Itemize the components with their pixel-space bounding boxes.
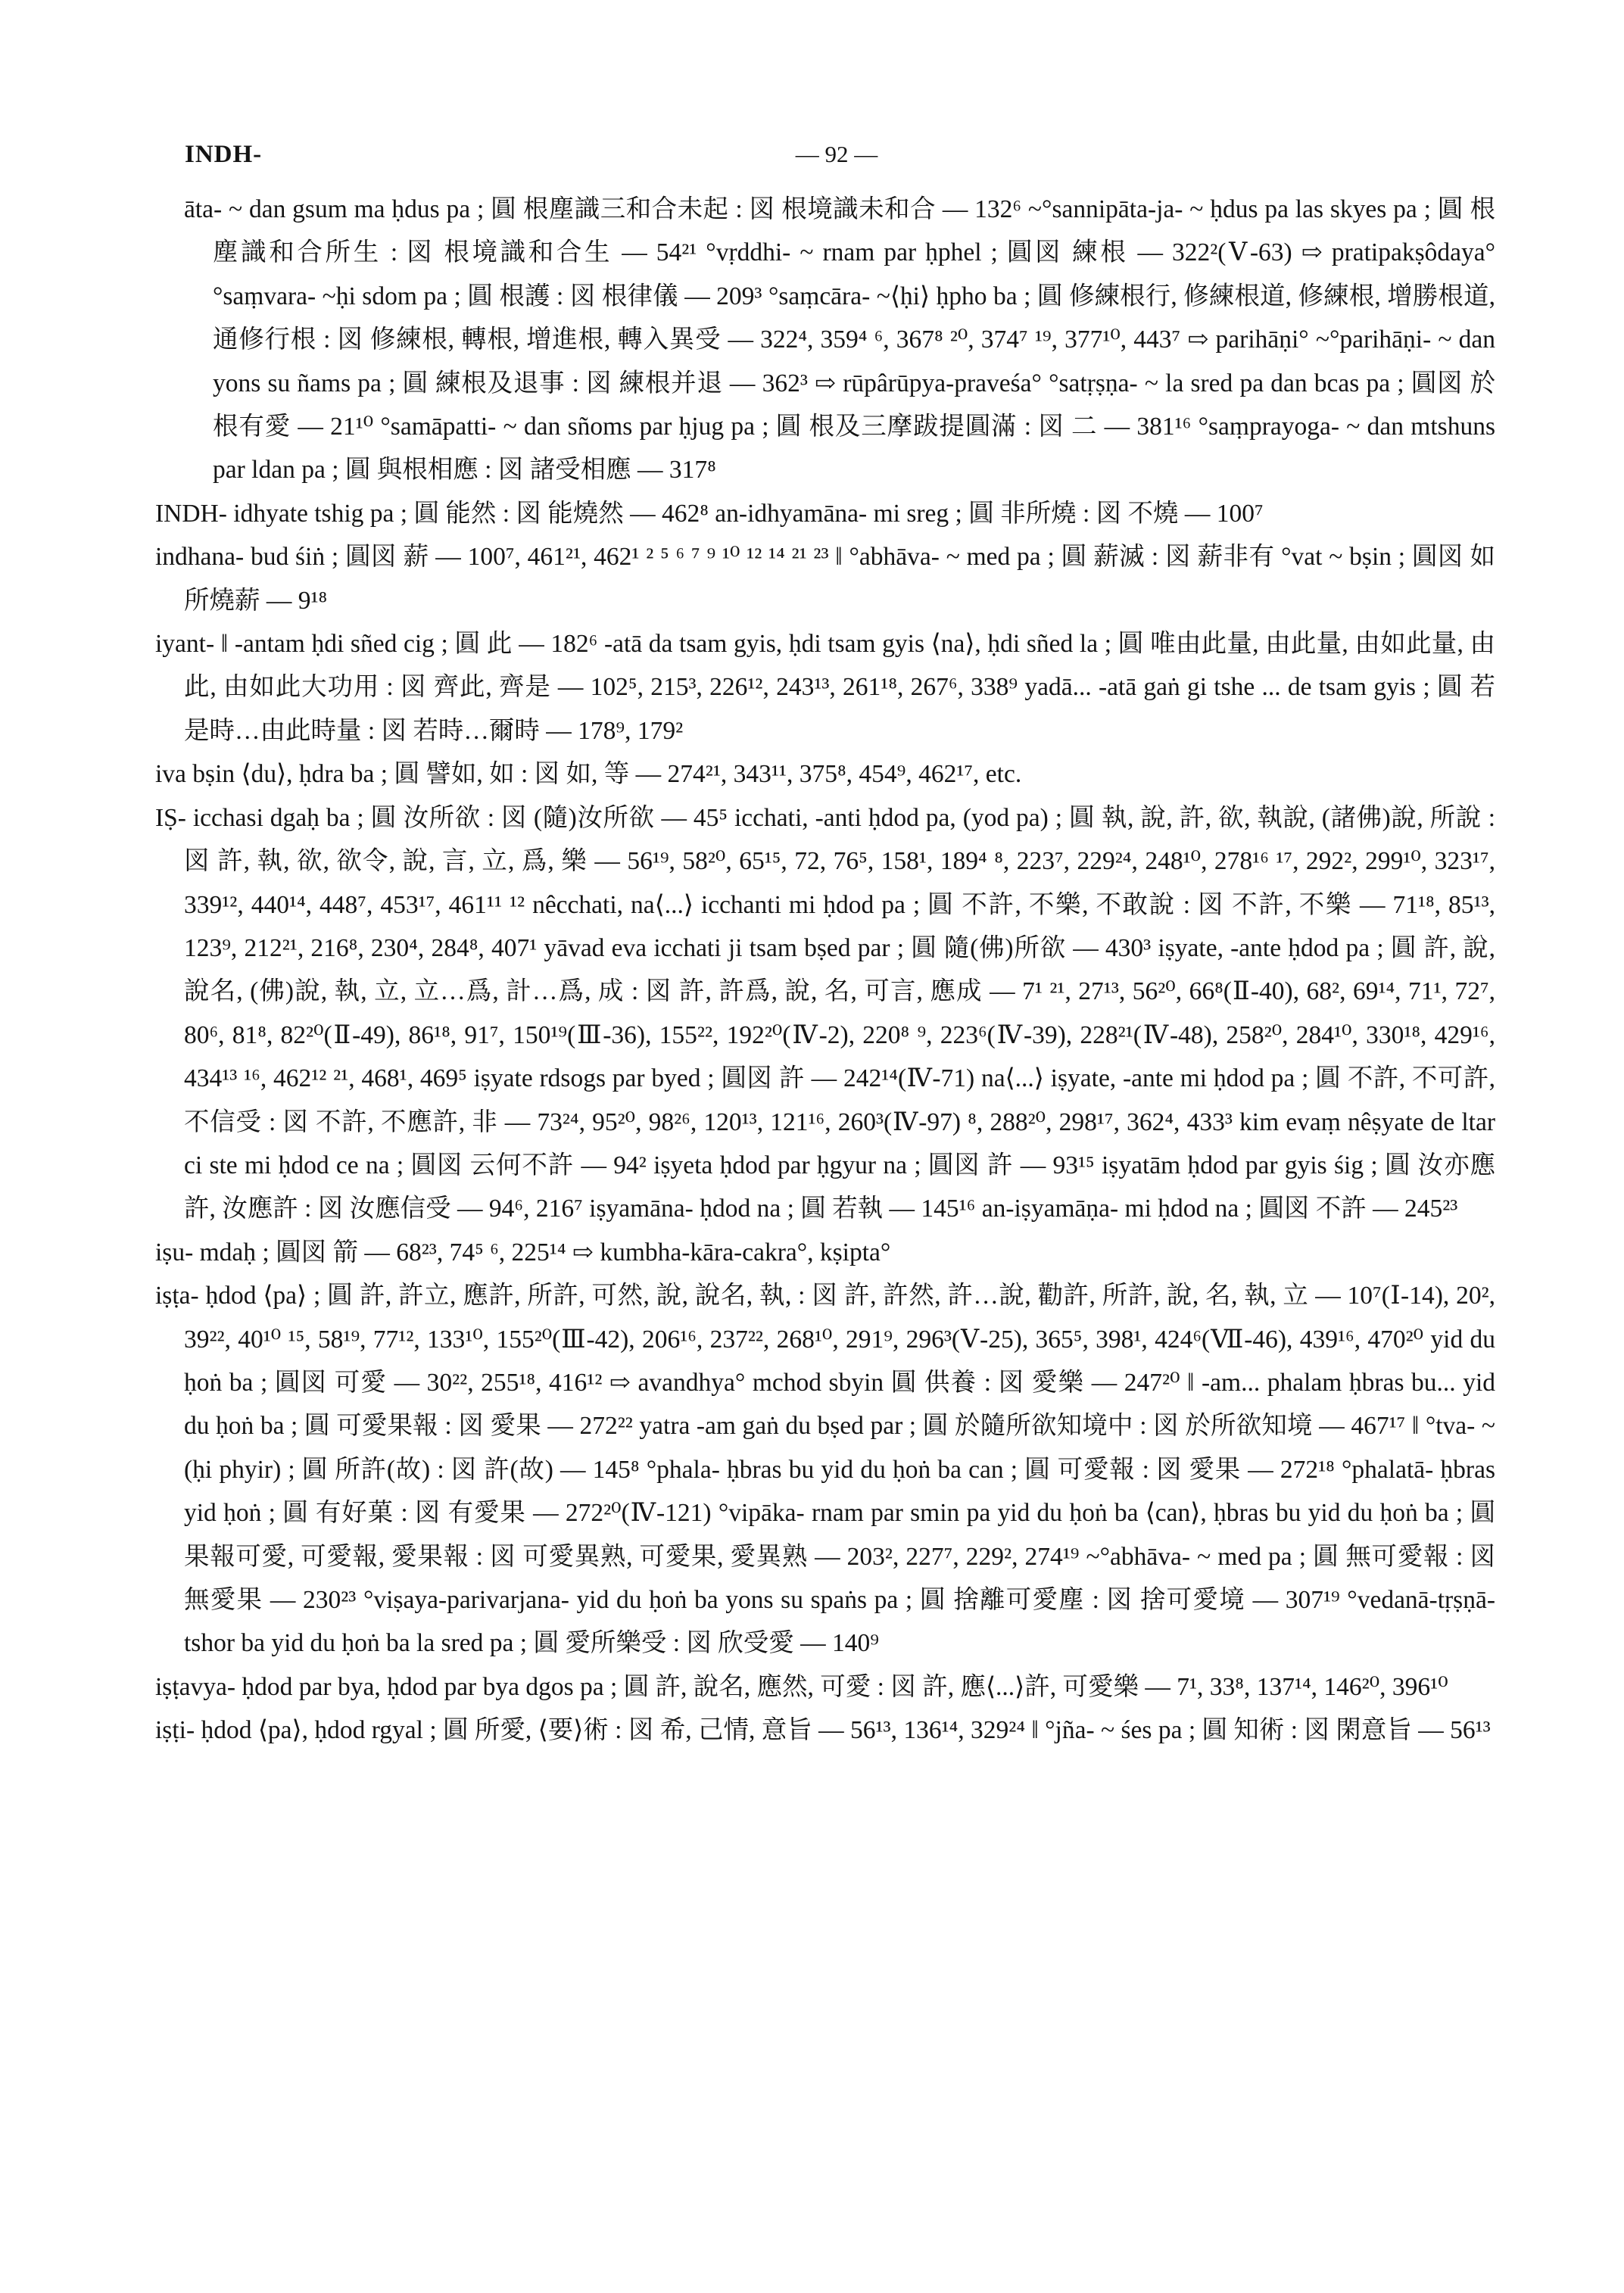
- running-head: INDH-: [185, 141, 263, 168]
- entry-iyant: iyant- ‖ -antam ḥdi sñed cig ; 圓 此 — 182⁶ -atā da tsam gyis, ḥdi tsam gyis ⟨na⟩, ḥdi sñed la ; 圓 唯由此量, 由此量, 由如此量, 由此, 由如此大功用 : 図 齊此, 齊是 — 102⁵, 215³, 226¹², 243¹³, 261¹⁸, 267⁶, 338⁹ yadā... -atā gaṅ gi tshe ... de tsam gyis ; 圓 若是時…由此時量 : 図 若時…爾時 — 178⁹, 179²: [155, 630, 1495, 745]
- entry-iva: iva bṣin ⟨du⟩, ḥdra ba ; 圓 譬如, 如 : 図 如, 等 — 274²¹, 343¹¹, 375⁸, 454⁹, 462¹⁷, etc.: [155, 760, 1022, 789]
- entry-istavya: iṣṭavya- ḥdod par bya, ḥdod par bya dgos pa ; 圓 許, 說名, 應然, 可愛 : 図 許, 應⟨...⟩許, 可愛樂 — 7¹, 33⁸, 137¹⁴, 146²⁰, 396¹⁰: [155, 1672, 1448, 1701]
- entry-indriya-continuation: āta- ~ dan gsum ma ḥdus pa ; 圓 根塵識三和合未起 : 図 根境識未和合 — 132⁶ ~°sannipāta-ja- ~ ḥdus pa las skyes pa ; 圓 根塵識和合所生 : 図 根境識和合生 — 54²¹ °vṛddhi- ~ rnam par ḥphel ; 圓図 練根 — 322²(Ⅴ-63) ⇨ pratipakṣôdaya° °saṃvara- ~ḥi sdom pa ; 圓 根護 : 図 根律儀 — 209³ °saṃcāra- ~⟨ḥi⟩ ḥpho ba ; 圓 修練根行, 修練根道, 修練根, 增勝根道, 通修行根 : 図 修練根, 轉根, 增進根, 轉入異受 — 322⁴, 359⁴ ⁶, 367⁸ ²⁰, 374⁷ ¹⁹, 377¹⁰, 443⁷ ⇨ parihāṇi° ~°parihāṇi- ~ dan yons su ñams pa ; 圓 練根及退事 : 図 練根并退 — 362³ ⇨ rūpârūpya-praveśa° °satṛṣṇa- ~ la sred pa dan bcas pa ; 圓図 於根有愛 — 21¹⁰ °samāpatti- ~ dan sñoms par ḥjug pa ; 圓 根及三摩跋提圓滿 : 図 二 — 381¹⁶ °saṃprayoga- ~ dan mtshuns par ldan pa ; 圓 與根相應 : 図 諸受相應 — 317⁸: [184, 195, 1495, 484]
- entry-indhana: indhana- bud śiṅ ; 圓図 薪 — 100⁷, 461²¹, 462¹ ² ⁵ ⁶ ⁷ ⁹ ¹⁰ ¹² ¹⁴ ²¹ ²³ ‖ °abhāva- ~ med pa ; 圓 薪滅 : 図 薪非有 °vat ~ bṣin ; 圓図 如所燒薪 — 9¹⁸: [155, 543, 1495, 615]
- entry-ista: iṣṭa- ḥdod ⟨pa⟩ ; 圓 許, 許立, 應許, 所許, 可然, 說, 說名, 執, : 図 許, 許然, 許…說, 勸許, 所許, 說, 名, 執, 立 — 10⁷(Ⅰ-14), 20², 39²², 40¹⁰ ¹⁵, 58¹⁹, 77¹², 133¹⁰, 155²⁰(Ⅲ-42), 206¹⁶, 237²², 268¹⁰, 291⁹, 296³(Ⅴ-25), 365⁵, 398¹, 424⁶(Ⅶ-46), 439¹⁶, 470²⁰ yid du ḥoṅ ba ; 圓図 可愛 — 30²², 255¹⁸, 416¹² ⇨ avandhya° mchod sbyin 圓 供養 : 図 愛樂 — 247²⁰ ‖ -am... phalam ḥbras bu... yid du ḥoṅ ba ; 圓 可愛果報 : 図 愛果 — 272²² yatra -am gaṅ du bṣed par ; 圓 於隨所欲知境中 : 図 於所欲知境 — 467¹⁷ ‖ °tva- ~(ḥi phyir) ; 圓 所許(故) : 図 許(故) — 145⁸ °phala- ḥbras bu yid du ḥoṅ ba can ; 圓 可愛報 : 図 愛果 — 272¹⁸ °phalatā- ḥbras yid ḥoṅ ; 圓 有好菓 : 図 有愛果 — 272²⁰(Ⅳ-121) °vipāka- rnam par smin pa yid du ḥoṅ ba ⟨can⟩, ḥbras bu yid du ḥoṅ ba ; 圓 果報可愛, 可愛報, 愛果報 : 図 可愛異熟, 可愛果, 愛異熟 — 203², 227⁷, 229², 274¹⁹ ~°abhāva- ~ med pa ; 圓 無可愛報 : 図 無愛果 — 230²³ °viṣaya-parivarjana- yid du ḥoṅ ba yons su spaṅs pa ; 圓 捨離可愛塵 : 図 捨可愛境 — 307¹⁹ °vedanā-tṛṣṇā- tshor ba yid du ḥoṅ ba la sred pa ; 圓 愛所樂受 : 図 欣受愛 — 140⁹: [155, 1282, 1495, 1658]
- page-number: — 92 —: [795, 141, 878, 167]
- entry-indh: INDH- idhyate tshig pa ; 圓 能然 : 図 能燒然 — 462⁸ an-idhyamāna- mi sreg ; 圓 非所燒 : 図 不燒 — 100⁷: [155, 499, 1264, 528]
- entry-isti: iṣṭi- ḥdod ⟨pa⟩, ḥdod rgyal ; 圓 所愛, ⟨要⟩術 : 図 希, 己情, 意旨 — 56¹³, 136¹⁴, 329²⁴ ‖ °jña- ~ śes pa ; 圓 知術 : 図 閑意旨 — 56¹³: [155, 1716, 1491, 1745]
- entry-isu: iṣu- mdaḥ ; 圓図 箭 — 68²³, 74⁵ ⁶, 225¹⁴ ⇨ kumbha-kāra-cakra°, kṣipta°: [155, 1238, 891, 1266]
- entry-is: IṢ- icchasi dgaḥ ba ; 圓 汝所欲 : 図 (隨)汝所欲 — 45⁵ icchati, -anti ḥdod pa, (yod pa) ; 圓 執, 說, 許, 欲, 執說, (諸佛)說, 所說 : 図 許, 執, 欲, 欲令, 說, 言, 立, 爲, 樂 — 56¹⁹, 58²⁰, 65¹⁵, 72, 76⁵, 158¹, 189⁴ ⁸, 223⁷, 229²⁴, 248¹⁰, 278¹⁶ ¹⁷, 292², 299¹⁰, 323¹⁷, 339¹², 440¹⁴, 448⁷, 453¹⁷, 461¹¹ ¹² nêcchati, na⟨...⟩ icchanti mi ḥdod pa ; 圓 不許, 不樂, 不敢說 : 図 不許, 不樂 — 71¹⁸, 85¹³, 123⁹, 212²¹, 216⁸, 230⁴, 284⁸, 407¹ yāvad eva icchati ji tsam bṣed par ; 圓 隨(佛)所欲 — 430³ iṣyate, -ante ḥdod pa ; 圓 許, 說, 說名, (佛)說, 執, 立, 立…爲, 計…爲, 成 : 図 許, 許爲, 說, 名, 可言, 應成 — 7¹ ²¹, 27¹³, 56²⁰, 66⁸(Ⅱ-40), 68², 69¹⁴, 71¹, 72⁷, 80⁶, 81⁸, 82²⁰(Ⅱ-49), 86¹⁸, 91⁷, 150¹⁹(Ⅲ-36), 155²², 192²⁰(Ⅳ-2), 220⁸ ⁹, 223⁶(Ⅳ-39), 228²¹(Ⅳ-48), 258²⁰, 284¹⁰, 330¹⁸, 429¹⁶, 434¹³ ¹⁶, 462¹² ²¹, 468¹, 469⁵ iṣyate rdsogs par byed ; 圓図 許 — 242¹⁴(Ⅳ-71) na⟨...⟩ iṣyate, -ante mi ḥdod pa ; 圓 不許, 不可許, 不信受 : 図 不許, 不應許, 非 — 73²⁴, 95²⁰, 98²⁶, 120¹³, 121¹⁶, 260³(Ⅳ-97) ⁸, 288²⁰, 298¹⁷, 362⁴, 433³ kim evaṃ nêṣyate de ltar ci ste mi ḥdod ce na ; 圓図 云何不許 — 94² iṣyeta ḥdod par ḥgyur na ; 圓図 許 — 93¹⁵ iṣyatām ḥdod par gyis śig ; 圓 汝亦應許, 汝應許 : 図 汝應信受 — 94⁶, 216⁷ iṣyamāna- ḥdod na ; 圓 若執 — 145¹⁶ an-iṣyamāṇa- mi ḥdod na ; 圓図 不許 — 245²³: [155, 803, 1495, 1223]
- entry-list: [155, 188, 1495, 1752]
